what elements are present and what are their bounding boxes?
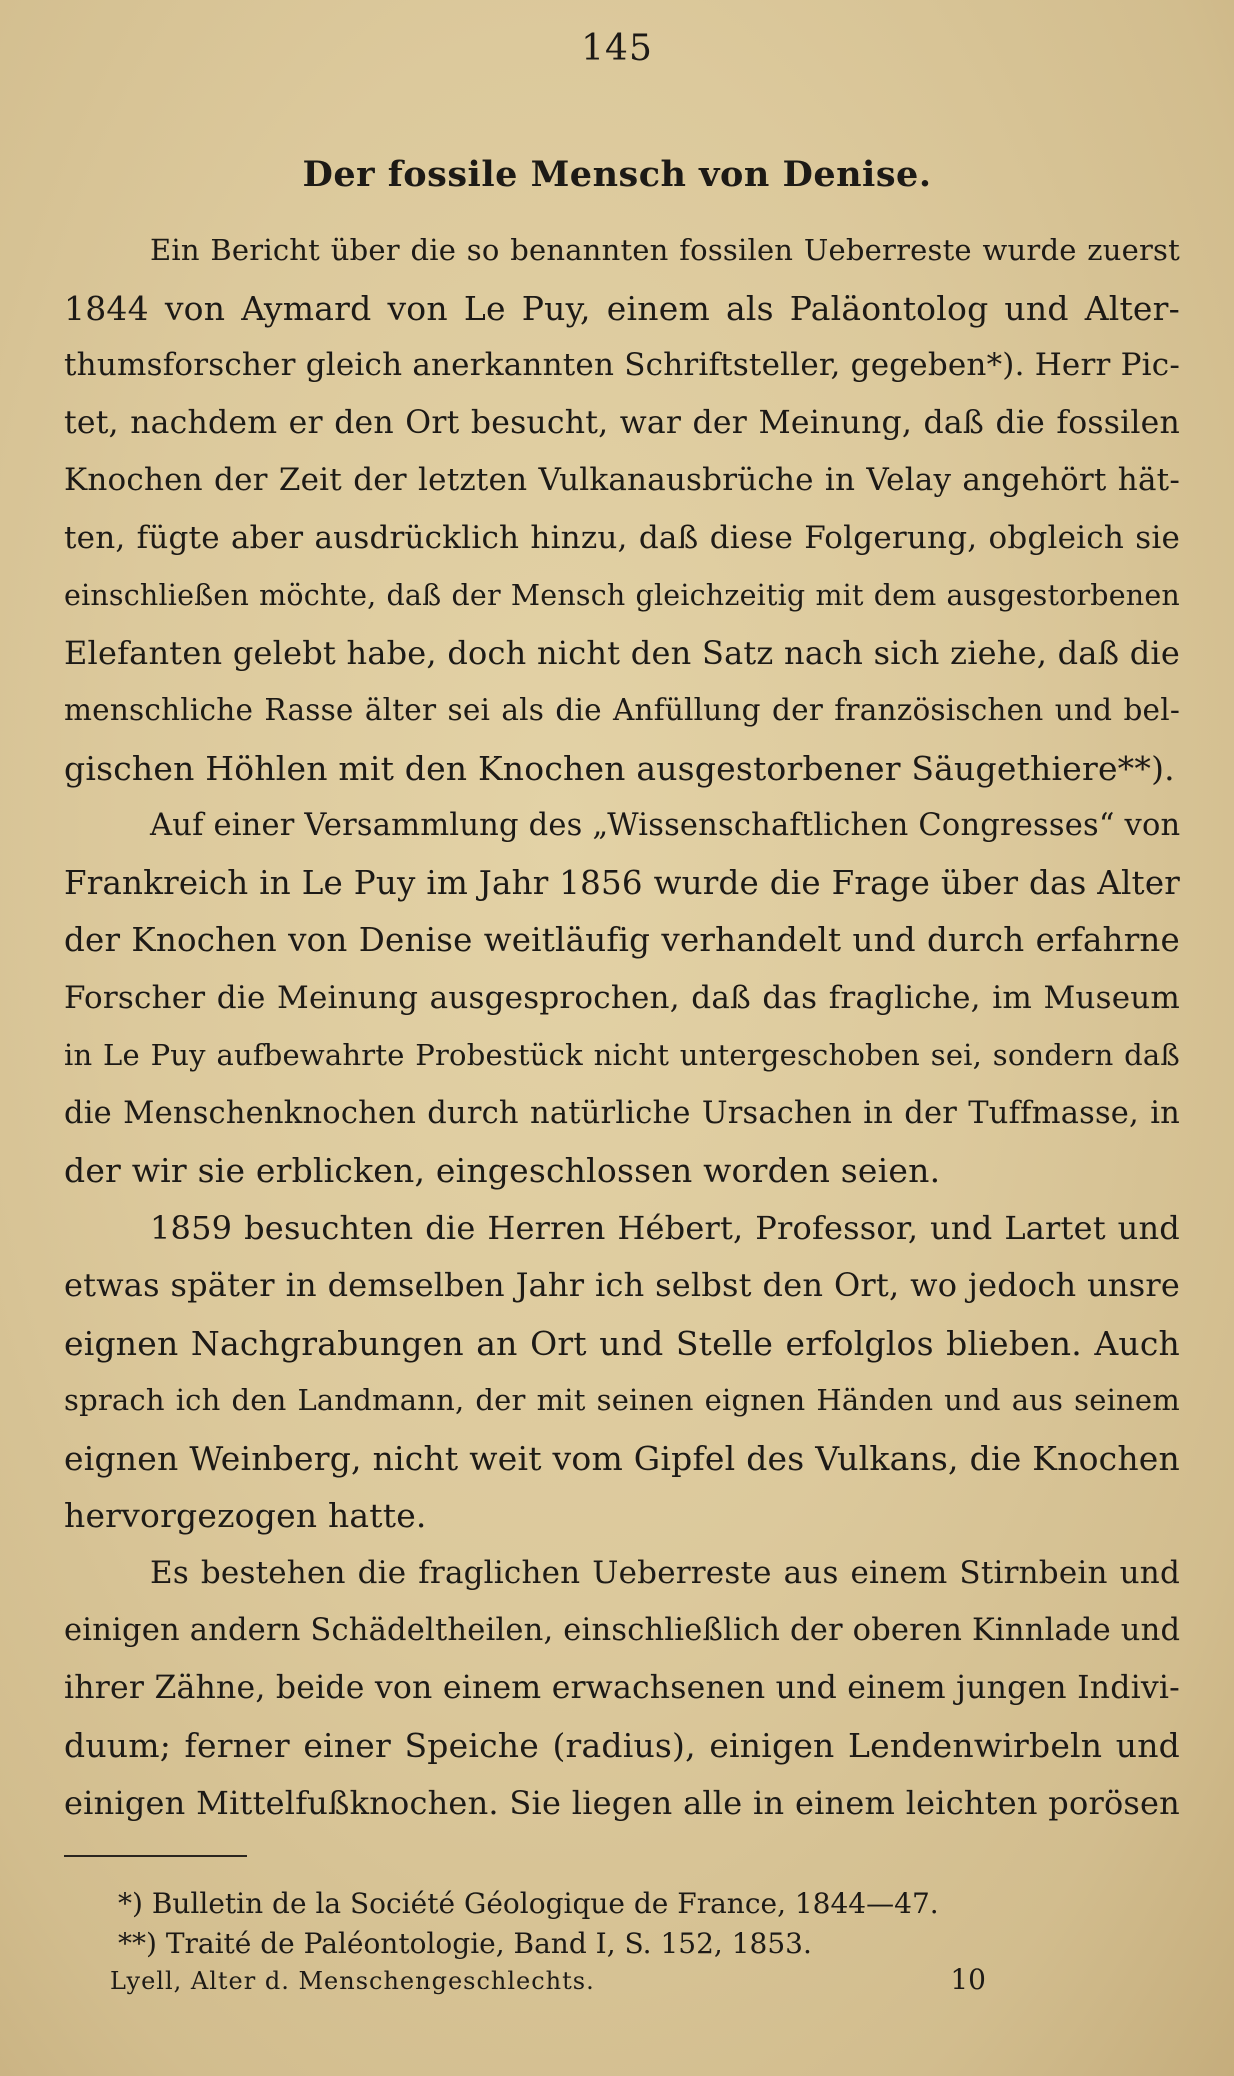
footnote-2: **) Traité de Paléontologie, Band I, S. 152, 1853. <box>118 1927 812 1960</box>
body-text <box>64 222 1180 1832</box>
text-line: der Knochen von Denise weitläufig verhandelt und durch erfahrne <box>64 921 1180 959</box>
text-line: einschließen möchte, daß der Mensch gleichzeitig mit dem ausgestorbenen <box>64 579 1180 612</box>
text-line: Ein Bericht über die so benannten fossilen Ueberreste wurde zuerst <box>150 233 1180 267</box>
page-number: 145 <box>581 28 653 69</box>
text-line: hervorgezogen hatte. <box>64 1496 427 1535</box>
text-line: eignen Weinberg, nicht weit vom Gipfel des Vulkans, die Knochen <box>64 1438 1180 1478</box>
text-line: einigen andern Schädeltheilen, einschließlich der oberen Kinnlade und <box>64 1613 1181 1648</box>
text-line: tet, nachdem er den Ort besucht, war der Meinung, daß die fossilen <box>64 404 1180 441</box>
text-line: 1859 besuchten die Herren Hébert, Professor, und Lartet und <box>150 1208 1180 1247</box>
text-line: Frankreich in Le Puy im Jahr 1856 wurde die Frage über das Alter <box>64 863 1180 902</box>
text-line: Forscher die Meinung ausgesprochen, daß das fragliche, im Museum <box>64 979 1180 1016</box>
signature-mark: Lyell, Alter d. Menschengeschlechts. <box>110 1967 595 1995</box>
chapter-title: Der fossile Mensch von Denise. <box>302 154 932 195</box>
footnote-divider <box>64 1855 247 1857</box>
text-line: ihrer Zähne, beide von einem erwachsenen und einem jungen Indivi- <box>64 1669 1180 1706</box>
text-line: 1844 von Aymard von Le Puy, einem als Paläontolog und Alter- <box>64 288 1180 328</box>
footnote-1: *) Bulletin de la Société Géologique de France, 1844—47. <box>118 1887 939 1920</box>
text-line: eignen Nachgrabungen an Ort und Stelle erfolglos blieben. Auch <box>64 1323 1180 1363</box>
text-line: Es bestehen die fraglichen Ueberreste aus einem Stirnbein und <box>150 1554 1180 1591</box>
text-line: ten, fügte aber ausdrücklich hinzu, daß diese Folgerung, obgleich sie <box>64 519 1180 556</box>
text-line: sprach ich den Landmann, der mit seinen eignen Händen und aus seinem <box>64 1383 1180 1417</box>
text-line: menschliche Rasse älter sei als die Anfüllung der französischen und bel- <box>64 693 1180 727</box>
text-line: die Menschenknochen durch natürliche Ursachen in der Tuffmasse, in <box>64 1095 1180 1131</box>
text-line: etwas später in demselben Jahr ich selbst den Ort, wo jedoch unsre <box>64 1266 1180 1304</box>
sheet-number: 10 <box>950 1963 986 1996</box>
page-footer <box>110 1963 986 1996</box>
text-line: einigen Mittelfußknochen. Sie liegen alle in einem leichten porösen <box>64 1783 1180 1822</box>
text-line: thumsforscher gleich anerkannten Schriftsteller, gegeben*). Herr Pic- <box>64 347 1180 383</box>
text-line: duum; ferner einer Speiche (radius), einigen Lendenwirbeln und <box>64 1726 1180 1765</box>
text-line: gischen Höhlen mit den Knochen ausgestorbener Säugethiere**). <box>64 748 1175 788</box>
text-line: Auf einer Versammlung des „Wissenschaftlichen Congresses“ von <box>150 808 1181 843</box>
text-line: Knochen der Zeit der letzten Vulkanausbrüche in Velay angehört hät- <box>64 462 1180 498</box>
text-line: der wir sie erblicken, eingeschlossen worden seien. <box>64 1151 941 1190</box>
text-line: Elefanten gelebt habe, doch nicht den Satz nach sich ziehe, daß die <box>64 633 1180 672</box>
footnotes <box>118 1884 939 1964</box>
text-line: in Le Puy aufbewahrte Probestück nicht untergeschoben sei, sondern daß <box>64 1038 1180 1072</box>
